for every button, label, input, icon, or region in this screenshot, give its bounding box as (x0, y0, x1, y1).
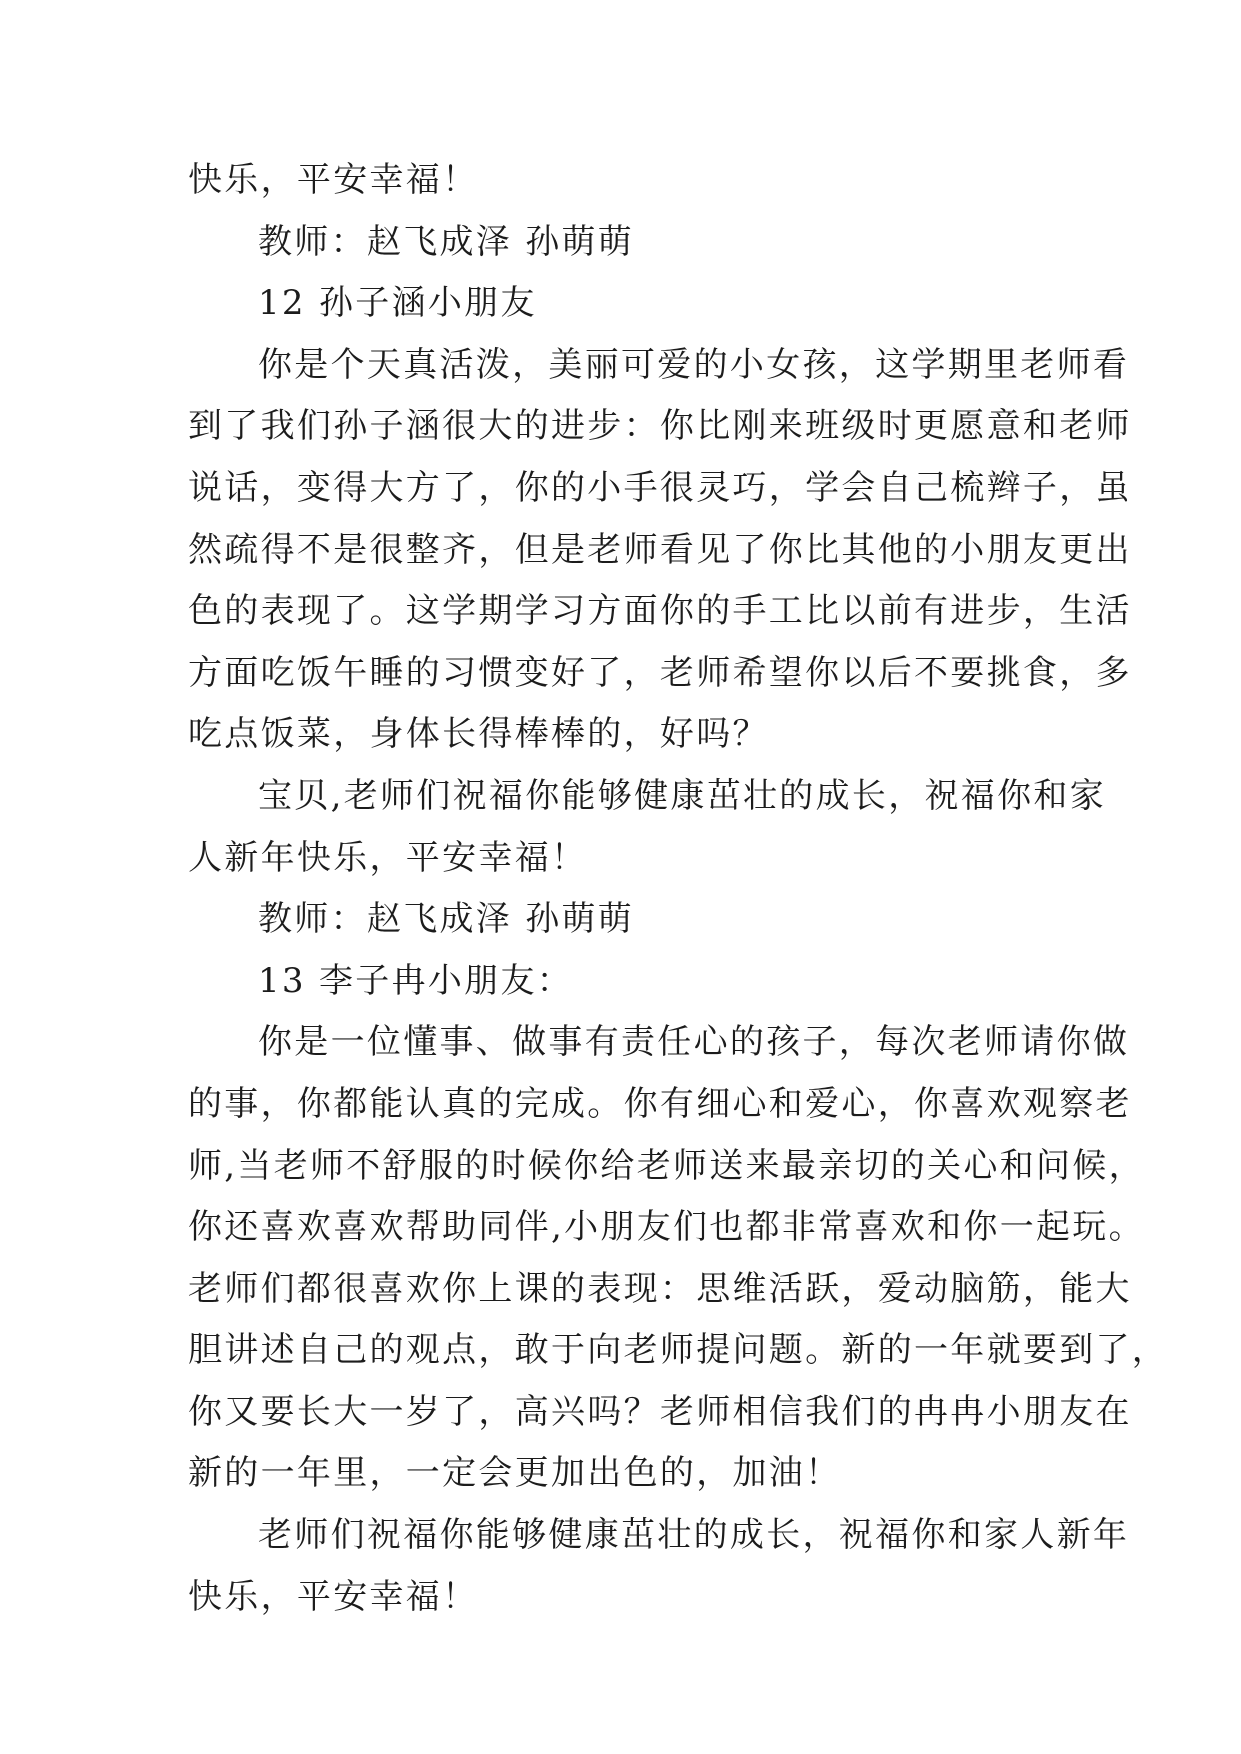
paragraph-line: 方面吃饭午睡的习惯变好了，老师希望你以后不要挑食，多 (188, 652, 1132, 693)
paragraph-line: 的事，你都能认真的完成。你有细心和爱心，你喜欢观察老 (188, 1083, 1132, 1124)
paragraph-line: 快乐，平安幸福！ (188, 1576, 479, 1617)
paragraph-line: 然疏得不是很整齐，但是老师看见了你比其他的小朋友更出 (188, 529, 1132, 570)
paragraph-line: 你还喜欢喜欢帮助同伴,小朋友们也都非常喜欢和你一起玩。 (188, 1207, 1145, 1248)
paragraph-line: 快乐，平安幸福！ (188, 160, 479, 200)
paragraph-line: 师,当老师不舒服的时候你给老师送来最亲切的关心和问候， (188, 1145, 1145, 1186)
paragraph-line: 老师们都很喜欢你上课的表现：思维活跃，爱动脑筋，能大 (188, 1268, 1132, 1309)
child-heading: 12 孙子涵小朋友 (258, 283, 537, 324)
paragraph-line: 你又要长大一岁了，高兴吗？老师相信我们的冉冉小朋友在 (188, 1391, 1132, 1432)
document-body (188, 150, 1169, 1628)
paragraph-line: 说话，变得大方了，你的小手很灵巧，学会自己梳辫子，虽 (188, 467, 1132, 508)
paragraph-line: 宝贝,老师们祝福你能够健康茁壮的成长，祝福你和家 (258, 775, 1107, 816)
paragraph-line: 你是一位懂事、做事有责任心的孩子，每次老师请你做 (258, 1022, 1130, 1063)
paragraph-line: 吃点饭菜，身体长得棒棒的，好吗？ (188, 714, 769, 755)
teacher-signature: 教师：赵飞成泽 孙萌萌 (258, 899, 635, 940)
teacher-signature: 教师：赵飞成泽 孙萌萌 (258, 221, 635, 262)
paragraph-line: 色的表现了。这学期学习方面你的手工比以前有进步，生活 (188, 591, 1132, 632)
child-heading: 13 李子冉小朋友： (258, 960, 574, 1001)
paragraph-line: 胆讲述自己的观点，敢于向老师提问题。新的一年就要到了， (188, 1330, 1169, 1371)
paragraph-line: 老师们祝福你能够健康茁壮的成长，祝福你和家人新年 (258, 1515, 1130, 1556)
paragraph-line: 到了我们孙子涵很大的进步：你比刚来班级时更愿意和老师 (188, 406, 1132, 447)
paragraph-line: 人新年快乐，平安幸福！ (188, 837, 588, 878)
paragraph-line: 你是个天真活泼，美丽可爱的小女孩，这学期里老师看 (258, 344, 1130, 385)
paragraph-line: 新的一年里，一定会更加出色的，加油！ (188, 1453, 842, 1494)
